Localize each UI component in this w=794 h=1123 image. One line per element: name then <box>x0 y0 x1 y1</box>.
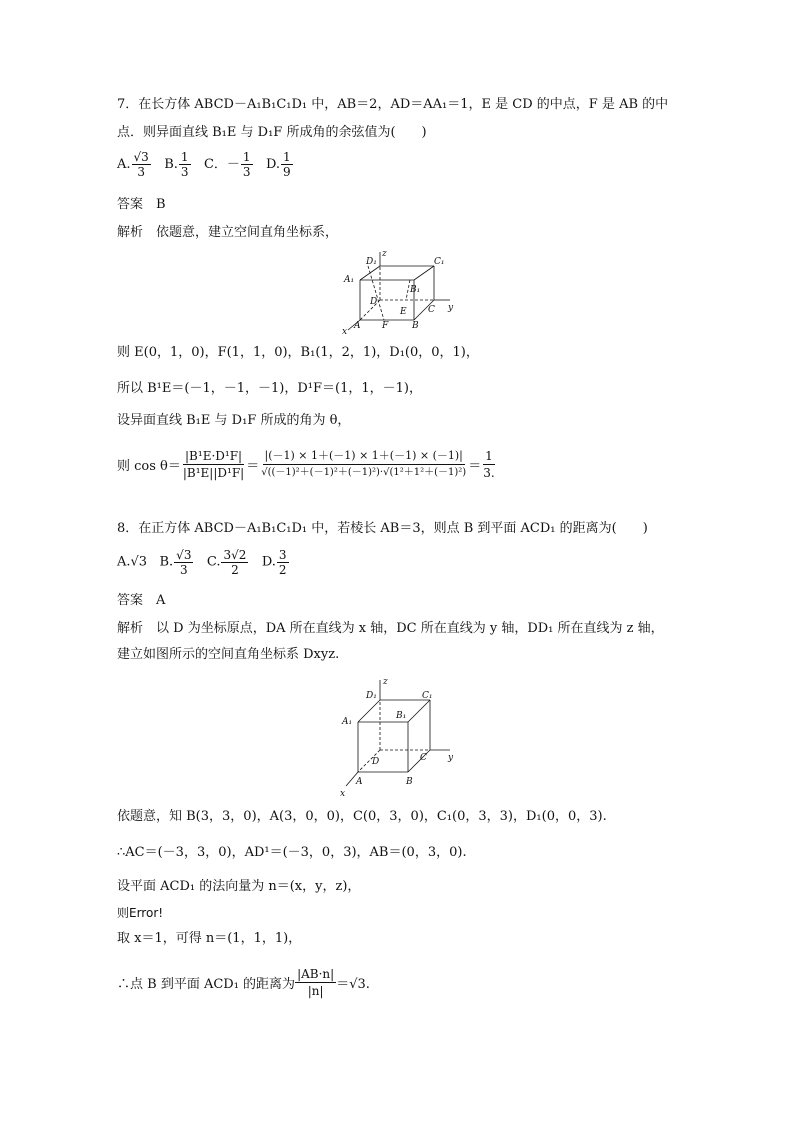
q7-cos-formula: 则 cos θ＝ $\frac{\text{|B¹E·D¹F|}}{\text{|B¹E||D¹F|}}$ ＝ $\frac{|(-1) \times 1+(-1) \times 1+(-1) \times (-1)|}{\text{√((－1)²＋(－1)²＋(－1)²)·√(1²＋1²＋(－1)²)}}$ ＝ $\frac{1}{3.}$ <box>117 449 495 480</box>
q7-cos-fraction2-num: |(－1) × 1＋(－1) × 1＋(－1) × (－1)| <box>263 448 465 465</box>
q7-cos-fraction1-den: |B¹E||D¹F| <box>182 466 245 480</box>
q7-option-b-den: 3 <box>180 165 189 179</box>
fig2-label-x: x <box>340 789 346 799</box>
q7-option-c-fraction <box>241 150 253 179</box>
q7-angle-line: 设异面直线 B₁E 与 D₁F 所成的角为 θ， <box>117 413 351 428</box>
fig2-label-d1: D₁ <box>366 691 377 701</box>
q7-option-c-label: C．－ <box>203 157 240 172</box>
q7-cos-prefix: 则 cos θ＝ <box>117 459 181 474</box>
fig1-line-d1f <box>368 266 384 320</box>
q7-stem-line2: 点．则异面直线 B₁E 与 D₁F 所成角的余弦值为( ) <box>117 125 427 140</box>
q8-option-c-num: 3√2 <box>223 548 247 562</box>
q7-cos-result-num: 1 <box>485 449 493 463</box>
fig2-label-b1: B₁ <box>396 711 407 721</box>
fig1-label-a: A <box>354 321 361 331</box>
fig1-label-c1: C₁ <box>434 257 445 267</box>
fig1-label-b1: B₁ <box>410 285 421 295</box>
q7-option-a-label: A. <box>117 157 131 172</box>
fig1-label-d: D <box>370 297 378 307</box>
q7-options <box>117 150 294 179</box>
q7-option-d-label: D. <box>265 157 281 172</box>
q7-cos-result-den: 3. <box>483 466 495 480</box>
q8-option-b-num: √3 <box>176 548 192 562</box>
q8-option-d-fraction <box>277 548 289 577</box>
q8-distance-den: |n| <box>307 984 324 998</box>
q8-option-d-den: 2 <box>278 563 287 577</box>
fig2-label-y: y <box>448 753 454 763</box>
q8-option-b-label: B. <box>159 554 174 570</box>
fig2-edge-d1a1 <box>358 700 380 722</box>
q8-answer: 答案 A <box>117 593 166 608</box>
fig1-label-e: E <box>400 307 407 317</box>
q8-vectors: ∴AC＝(－3，3，0)，AD¹＝(－3，0，3)，AB＝(0，3，0). <box>117 845 467 860</box>
q8-distance-num: |AB·n| <box>297 967 335 981</box>
q8-distance <box>117 966 370 999</box>
fig1-edge-d1a1 <box>360 266 380 280</box>
fig1-edge-c1b1 <box>414 266 434 280</box>
q8-option-b-fraction <box>174 548 193 577</box>
fig2-label-b: B <box>406 777 413 787</box>
fig2-edge-c1b1 <box>408 700 430 722</box>
fig2-label-c: C <box>420 753 427 763</box>
q8-stem: 8．在正方体 ABCD－A₁B₁C₁D₁ 中，若棱长 AB＝3，则点 B 到平面 ACD₁ 的距离为( ) <box>117 521 648 536</box>
q7-option-d-den: 9 <box>283 165 291 179</box>
fig1-label-z: z <box>382 249 387 259</box>
q7-option-a-num: √3 <box>133 150 149 164</box>
q7-answer: 答案 B <box>117 197 166 212</box>
fig2-label-z: z <box>383 677 388 687</box>
q8-option-d-label: D. <box>261 554 276 570</box>
q7-vectors: 所以 B¹E＝(－1，－1，－1)，D¹F＝(1，1，－1)， <box>117 381 422 396</box>
fig2-label-d: D <box>372 757 380 767</box>
q7-cos-result <box>481 448 496 481</box>
q8-option-c-fraction <box>221 548 248 577</box>
q8-cube-figure <box>338 672 464 800</box>
fig2-label-c1: C₁ <box>422 691 433 701</box>
q8-normal: 设平面 ACD₁ 的法向量为 n＝(x，y，z)， <box>117 879 361 894</box>
q8-analysis-line1: 解析 以 D 为坐标原点，DA 所在直线为 x 轴，DC 所在直线为 y 轴，DD₁ 所在直线为 z 轴， <box>117 621 664 636</box>
q7-coords: 则 E(0，1，0)，F(1，1，0)，B₁(1，2，1)，D₁(0，0，1)， <box>117 345 479 360</box>
q7-option-b-label: B. <box>164 157 178 172</box>
q8-option-d-num: 3 <box>278 548 287 562</box>
q7-option-a-fraction <box>132 150 151 179</box>
q7-option-d-fraction <box>281 150 293 179</box>
q7-option-b-fraction <box>179 150 191 179</box>
q7-cos-fraction2 <box>259 448 468 481</box>
q8-coords: 依题意，知 B(3，3，0)，A(3，0，0)，C(0，3，0)，C₁(0，3，3)，D₁(0，0，3). <box>117 809 607 824</box>
q8-option-c-label: C. <box>206 554 221 570</box>
q8-option-a: A.√3 <box>117 554 148 570</box>
q7-analysis-intro: 解析 依题意，建立空间直角坐标系， <box>117 225 339 240</box>
q7-cuboid-figure <box>338 248 460 334</box>
fig1-label-d1: D₁ <box>366 257 377 267</box>
q7-cos-fraction2-den: √((－1)²＋(－1)²＋(－1)²)·√(1²＋1²＋(－1)²) <box>261 467 467 478</box>
q8-options <box>117 548 290 577</box>
q7-option-d-num: 1 <box>283 150 291 164</box>
q8-option-c-den: 2 <box>231 563 239 577</box>
fig1-label-a1: A₁ <box>344 275 355 285</box>
q7-option-a-den: 3 <box>137 165 145 179</box>
fig1-label-x: x <box>342 327 348 334</box>
fig1-label-c: C <box>428 305 435 315</box>
q8-distance-result: ＝√3. <box>336 977 370 992</box>
q7-option-c-num: 1 <box>242 150 251 164</box>
fig2-label-a: A <box>356 777 363 787</box>
q8-error-text: 则Error! <box>117 906 164 920</box>
q8-distance-fraction <box>295 966 336 999</box>
fig1-label-f: F <box>382 321 389 331</box>
q8-option-b-den: 3 <box>179 563 188 577</box>
q8-take: 取 x＝1，可得 n＝(1，1，1)， <box>117 931 302 946</box>
fig1-label-y: y <box>448 303 454 313</box>
q7-option-b-num: 1 <box>180 150 189 164</box>
q7-cos-fraction1 <box>181 448 246 481</box>
q7-option-c-den: 3 <box>242 165 251 179</box>
fig2-label-a1: A₁ <box>342 717 353 727</box>
fig1-label-b: B <box>412 321 419 331</box>
q7-stem-line1: 7．在长方体 ABCD－A₁B₁C₁D₁ 中，AB＝2，AD＝AA₁＝1，E 是 CD 的中点，F 是 AB 的中 <box>117 97 669 112</box>
q8-analysis-line2: 建立如图所示的空间直角坐标系 Dxyz. <box>117 647 340 662</box>
q7-cos-equals: ＝ <box>246 459 260 474</box>
q7-cos-fraction1-num: |B¹E·D¹F| <box>185 449 243 463</box>
q8-distance-prefix: ∴点 B 到平面 ACD₁ 的距离为 <box>117 977 296 992</box>
